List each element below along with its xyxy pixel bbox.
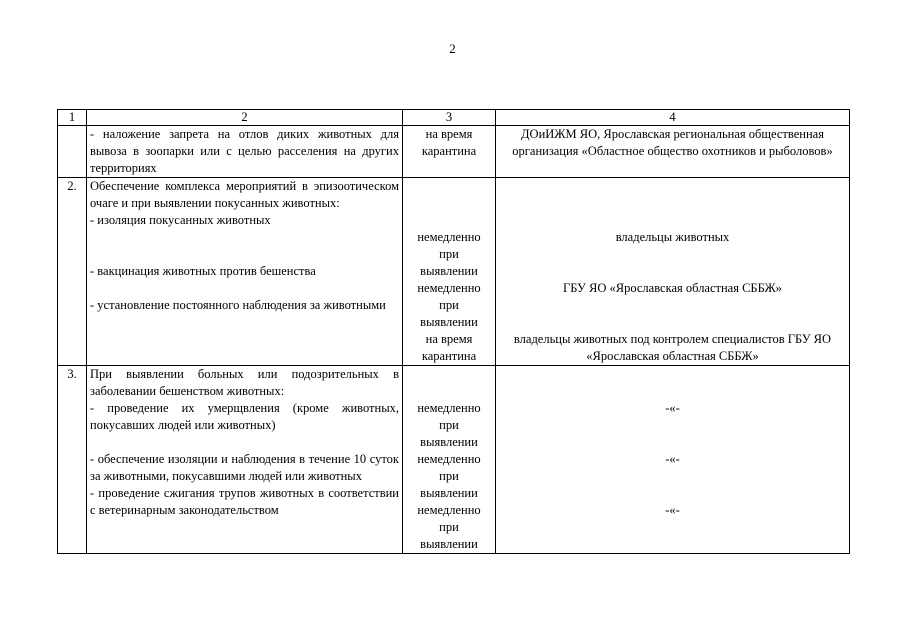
responsible-text: -«-	[665, 401, 680, 415]
responsible-text: -«-	[665, 503, 680, 517]
responsible-cell	[496, 126, 850, 178]
header-col-4: 4	[496, 110, 850, 126]
measure-item: - обеспечение изоляции и наблюдения в течение 10 суток за животными, покусавшими людей или животных	[90, 452, 399, 483]
measure-intro: Обеспечение комплекса мероприятий в эпизоотическом очаге и при выявлении покусанных животных:	[90, 179, 399, 210]
responsible-text: владельцы животных	[615, 230, 730, 244]
time-text: немедленно при выявлении	[417, 503, 481, 551]
measure-text	[87, 366, 403, 554]
table-row	[58, 178, 850, 366]
time-cell	[403, 366, 496, 554]
measure-item: - наложение запрета на отлов диких животных для вывоза в зоопарки или с целью расселения на других территориях	[90, 127, 399, 175]
measures-table	[57, 109, 850, 554]
time-text: немедленно при выявлении	[417, 452, 481, 500]
time-text: немедленно при выявлении	[417, 281, 481, 329]
responsible-text: владельцы животных под контролем специалистов ГБУ ЯО «Ярославская областная СББЖ»	[513, 332, 832, 363]
measure-text	[87, 126, 403, 178]
responsible-cell	[496, 366, 850, 554]
measure-item: - вакцинация животных против бешенства	[90, 264, 316, 278]
measure-item: - проведение сжигания трупов животных в соответствии с ветеринарным законодательством	[90, 486, 399, 517]
time-text: немедленно при выявлении	[417, 401, 481, 449]
responsible-text: ДОиИЖМ ЯО, Ярославская региональная общественная организация «Областное общество охотников и рыболовов»	[512, 127, 833, 158]
measure-text	[87, 178, 403, 366]
responsible-text: -«-	[665, 452, 680, 466]
measure-item: - проведение их умерщвления (кроме животных, покусавших людей или животных)	[90, 401, 399, 432]
row-number: 3.	[58, 366, 87, 554]
header-col-3: 3	[403, 110, 496, 126]
time-cell	[403, 126, 496, 178]
time-text: немедленно при выявлении	[417, 230, 481, 278]
header-col-1: 1	[58, 110, 87, 126]
measure-item: - изоляция покусанных животных	[90, 213, 271, 227]
table-header-row	[58, 110, 850, 126]
responsible-cell	[496, 178, 850, 366]
measure-intro: При выявлении больных или подозрительных в заболевании бешенством животных:	[90, 367, 399, 398]
time-text: на время карантина	[421, 332, 477, 363]
row-number: 2.	[58, 178, 87, 366]
time-text: на время карантина	[421, 127, 477, 158]
measure-item: - установление постоянного наблюдения за животными	[90, 298, 386, 312]
page-number: 2	[449, 41, 456, 56]
table-row	[58, 366, 850, 554]
header-col-2: 2	[87, 110, 403, 126]
row-number-empty	[58, 126, 87, 178]
table-row-continued	[58, 126, 850, 178]
responsible-text: ГБУ ЯО «Ярославская областная СББЖ»	[563, 281, 782, 295]
time-cell	[403, 178, 496, 366]
